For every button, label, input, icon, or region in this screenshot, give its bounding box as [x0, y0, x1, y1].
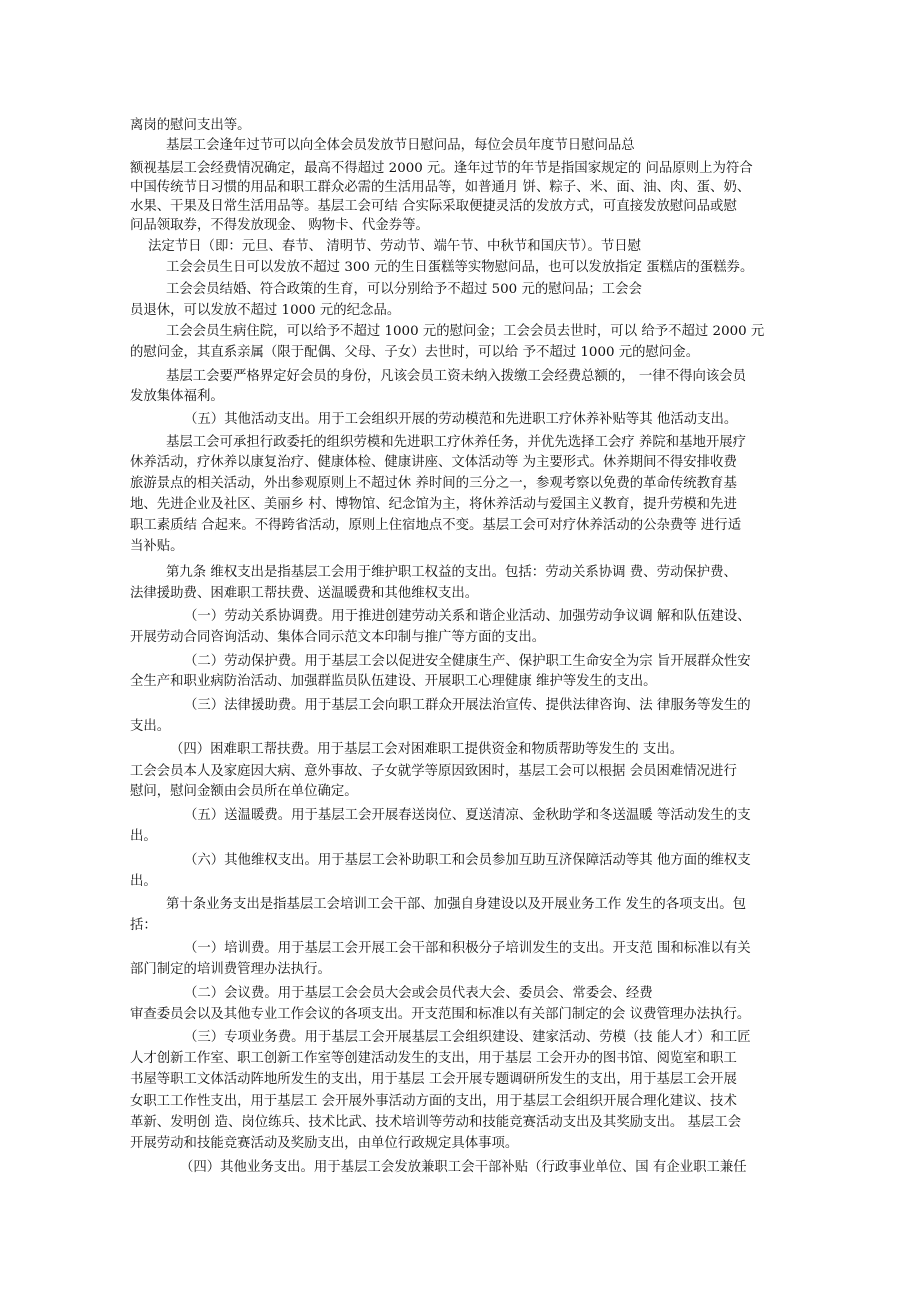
text-line: 部门制定的培训费管理办法执行。	[130, 962, 331, 977]
text-line: 基层工会可承担行政委托的组织劳模和先进职工疗休养任务，并优先选择工会疗 养院和基地开展疗	[166, 435, 747, 450]
text-line: 职工素质结 合起来。不得跨省活动，原则上住宿地点不变。基层工会可对疗休养活动的公杂费等 进行适	[130, 518, 742, 533]
text-line: （三）法律援助费。用于基层工会向职工群众开展法治宣传、提供法律咨询、法 律服务等发生的	[184, 698, 751, 713]
text-line: 法定节日（即：元旦、春节、 清明节、劳动节、端午节、中秋节和国庆节）。节日慰	[148, 239, 642, 254]
text-line: 休养活动，疗休养以康复治疗、健康体检、健康讲座、文体活动等 为主要形式。休养期间不得安排收费	[130, 455, 737, 470]
text-line: 第十条业务支出是指基层工会培训工会干部、加强自身建设以及开展业务工作 发生的各项支出。包	[166, 897, 747, 912]
text-line: 旅游景点的相关活动，外出参观原则上不超过休 养时间的三分之一，参观考察以免费的革命传统教育基	[130, 476, 737, 491]
text-line: （二）会议费。用于基层工会会员大会或会员代表大会、委员会、常委会、经费	[184, 986, 653, 1001]
text-line: 离岗的慰问支出等。	[130, 118, 251, 133]
text-line: 基层工会要严格界定好会员的身份，凡该会员工资未纳入拨缴工会经费总额的， 一律不得向该会员	[166, 369, 747, 384]
text-line: 基层工会逢年过节可以向全体会员发放节日慰问品，每位会员年度节日慰问品总	[166, 138, 635, 153]
text-line: （二）劳动保护费。用于基层工会以促进安全健康生产、保护职工生命安全为宗 旨开展群众性安	[184, 654, 751, 669]
text-line: 革新、发明创 造、岗位练兵、技术比武、技术培训等劳动和技能竞赛活动支出及其奖励支出。 基层工会	[130, 1115, 742, 1130]
text-line: 书屋等职工文体活动阵地所发生的支出，用于基层 工会开展专题调研所发生的支出，用于基层工会开展	[130, 1072, 737, 1087]
text-line: （一）劳动关系协调费。用于推进创建劳动关系和谐企业活动、加强劳动争议调 解和队伍建设、	[184, 609, 751, 624]
text-line: 工会会员本人及家庭因大病、意外事故、子女就学等原因致困时，基层工会可以根据 会员困难情况进行	[130, 764, 737, 779]
text-line: 法律援助费、困难职工帮扶费、送温暖费和其他维权支出。	[130, 586, 479, 601]
text-line: 的慰问金，其直系亲属（限于配偶、父母、子女）去世时，可以给 予不超过 1000 元的慰问金。	[130, 345, 700, 360]
text-line: 工会会员生病住院，可以给予不超过 1000 元的慰问金；工会会员去世时，可以 给予不超过 2000 元	[166, 324, 765, 339]
text-line: （一）培训费。用于基层工会开展工会干部和积极分子培训发生的支出。开支范 围和标准以有关	[184, 941, 751, 956]
text-line: 工会会员结婚、符合政策的生育，可以分别给予不超过 500 元的慰问品；工会会	[166, 282, 642, 297]
text-line: （五）送温暖费。用于基层工会开展春送岗位、夏送清凉、金秋助学和冬送温暖 等活动发生的支	[184, 808, 751, 823]
text-line: （四）困难职工帮扶费。用于基层工会对困难职工提供资金和物质帮助等发生的 支出。	[170, 742, 684, 757]
text-line: 人才创新工作室、职工创新工作室等创建活动发生的支出，用于基层 工会开办的图书馆、阅览室和职工	[130, 1051, 737, 1066]
text-line: 地、先进企业及社区、美丽乡 村、博物馆、纪念馆为主，将休养活动与爱国主义教育，提升劳模和先进	[130, 497, 737, 512]
text-line: 第九条 维权支出是指基层工会用于维护职工权益的支出。包括：劳动关系协调 费、劳动保护费、	[166, 565, 737, 580]
text-line: 出。	[130, 874, 157, 889]
text-line: 发放集体福利。	[130, 389, 224, 404]
text-line: （五）其他活动支出。用于工会组织开展的劳动模范和先进职工疗休养补贴等其 他活动支出。	[184, 412, 738, 427]
text-line: （四）其他业务支出。用于基层工会发放兼职工会干部补贴（行政事业单位、国 有企业职工兼任	[180, 1160, 747, 1175]
text-line: 括：	[130, 918, 157, 933]
text-line: 问品领取券，不得发放现金、 购物卡、代金券等。	[130, 218, 429, 233]
text-line: 开展劳动合同咨询活动、集体合同示范文本印制与推广等方面的支出。	[130, 630, 546, 645]
text-line: 水果、干果及日常生活用品等。基层工会可结 合实际采取便捷灵活的发放方式，可直接发放慰问品或慰	[130, 199, 737, 214]
text-line: 全生产和职业病防治活动、加强群监员队伍建设、开展职工心理健康 维护等发生的支出。	[130, 674, 657, 689]
text-line: 出。	[130, 829, 157, 844]
text-line: 支出。	[130, 719, 171, 734]
text-line: 慰问，慰问金额由会员所在单位确定。	[130, 784, 358, 799]
text-line: 审查委员会以及其他专业工作会议的各项支出。开支范围和标准以有关部门制定的会 议费管理办法执行。	[130, 1007, 751, 1022]
text-line: 工会会员生日可以发放不超过 300 元的生日蛋糕等实物慰问品，也可以发放指定 蛋糕店的蛋糕券。	[166, 260, 754, 275]
text-line: 当补贴。	[130, 539, 184, 554]
text-line: （六）其他维权支出。用于基层工会补助职工和会员参加互助互济保障活动等其 他方面的维权支	[184, 853, 751, 868]
text-line: 女职工工作性支出，用于基层工 会开展外事活动方面的支出，用于基层工会组织开展合理化建议、技术	[130, 1094, 737, 1109]
text-line: 开展劳动和技能竞赛活动及奖励支出，由单位行政规定具体事项。	[130, 1136, 519, 1151]
text-line: 员退休，可以发放不超过 1000 元的纪念品。	[130, 303, 401, 318]
text-line: 额视基层工会经费情况确定，最高不得超过 2000 元。逢年过节的年节是指国家规定的 问品原则上为符合	[130, 161, 753, 176]
text-line: （三）专项业务费。用于基层工会开展基层工会组织建设、建家活动、劳模（技 能人才）和工匠	[184, 1030, 751, 1045]
text-line: 中国传统节日习惯的用品和职工群众必需的生活用品等，如普通月 饼、粽子、米、面、油、肉、蛋、奶、	[130, 180, 751, 195]
